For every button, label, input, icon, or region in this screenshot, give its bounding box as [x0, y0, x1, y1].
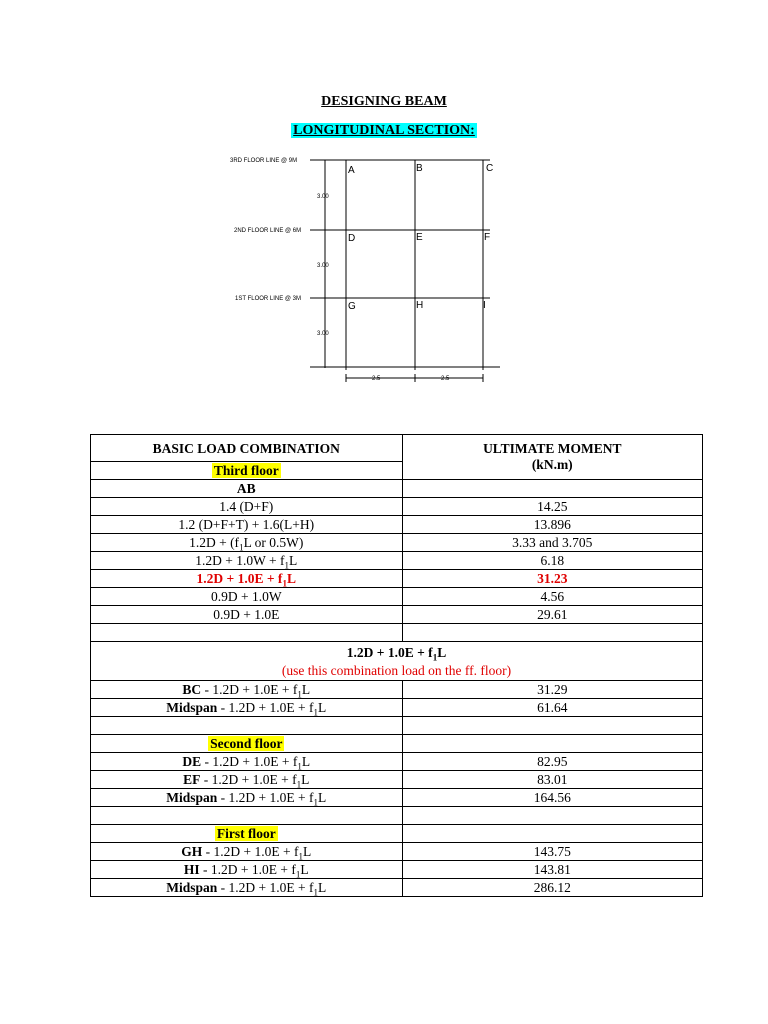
node-d: D — [348, 233, 356, 244]
table-row: $1.2D + (f_1L$ or 0.5W) 3.33 and 3.705 — [91, 534, 703, 552]
table-row: Midspan - $1.2D + 1.0E + f_1L$ 286.12 — [91, 879, 703, 897]
node-e: E — [416, 232, 423, 243]
table-row: $1.2D + 1.0W + f_1L$ 6.18 — [91, 552, 703, 570]
third-floor-label: Third floor — [213, 463, 279, 478]
table-row: Midspan - $1.2D + 1.0E + f_1L$ 164.56 — [91, 789, 703, 807]
header-ultimate-moment: ULTIMATE MOMENT (kN.m) — [402, 435, 702, 480]
governing-combination-row — [91, 642, 703, 681]
node-c: C — [486, 163, 494, 174]
table-row: 0.9D + 1.0W 4.56 — [91, 588, 703, 606]
page-title: DESIGNING BEAM — [321, 94, 447, 109]
floor-label-2nd: 2ND FLOOR LINE @ 6M — [234, 228, 302, 234]
node-b: B — [416, 163, 423, 174]
table-row: 1.2 (D+F+T) + 1.6(L+H) 13.896 — [91, 516, 703, 534]
table-row: 1.4 (D+F) 14.25 — [91, 498, 703, 516]
storey-height-3: 3.00 — [317, 194, 329, 200]
floor-label-1st: 1ST FLOOR LINE @ 3M — [235, 296, 301, 302]
table-row: EF - $1.2D + 1.0E + f_1L$ 83.01 — [91, 771, 703, 789]
first-floor-row — [91, 825, 703, 843]
longitudinal-section-diagram — [225, 150, 515, 385]
node-i: I — [483, 300, 486, 311]
table-row: HI - $1.2D + 1.0E + f_1L$ 143.81 — [91, 861, 703, 879]
header-basic-load: BASIC LOAD COMBINATION — [91, 435, 403, 462]
node-f: F — [484, 232, 491, 243]
node-h: H — [416, 300, 424, 311]
table-row: BC - $1.2D + 1.0E + f_1L$ 31.29 — [91, 681, 703, 699]
table-row: 0.9D + 1.0E 29.61 — [91, 606, 703, 624]
floor-label-3rd: 3RD FLOOR LINE @ 9M — [230, 158, 298, 164]
node-a: A — [348, 165, 355, 176]
storey-height-1: 3.00 — [317, 331, 329, 337]
table-row-highlight: $1.2D + 1.0E + f_1L$ 31.23 — [91, 570, 703, 588]
second-floor-label: Second floor — [210, 736, 283, 751]
governing-note: (use this combination load on the ff. floor) — [281, 663, 512, 678]
table-row: Midspan - $1.2D + 1.0E + f_1L$ 61.64 — [91, 699, 703, 717]
bay-width-2: 2.5 — [441, 376, 450, 382]
ab-row — [91, 480, 703, 498]
section-title-text: LONGITUDINAL SECTION: — [293, 123, 475, 138]
second-floor-row — [91, 735, 703, 753]
table-row: DE - $1.2D + 1.0E + f_1L$ 82.95 — [91, 753, 703, 771]
governing-combination: $1.2D + 1.0E + f_1L$ — [346, 645, 447, 663]
table-row: GH - $1.2D + 1.0E + f_1L$ 143.75 — [91, 843, 703, 861]
storey-height-2: 3.00 — [317, 263, 329, 269]
section-title — [0, 123, 768, 139]
first-floor-label: First floor — [216, 826, 276, 841]
load-combination-table — [90, 434, 703, 897]
node-g: G — [348, 301, 356, 312]
ab-label: AB — [91, 480, 403, 498]
table-header-row — [91, 435, 703, 462]
bay-width-1: 2.5 — [372, 376, 381, 382]
